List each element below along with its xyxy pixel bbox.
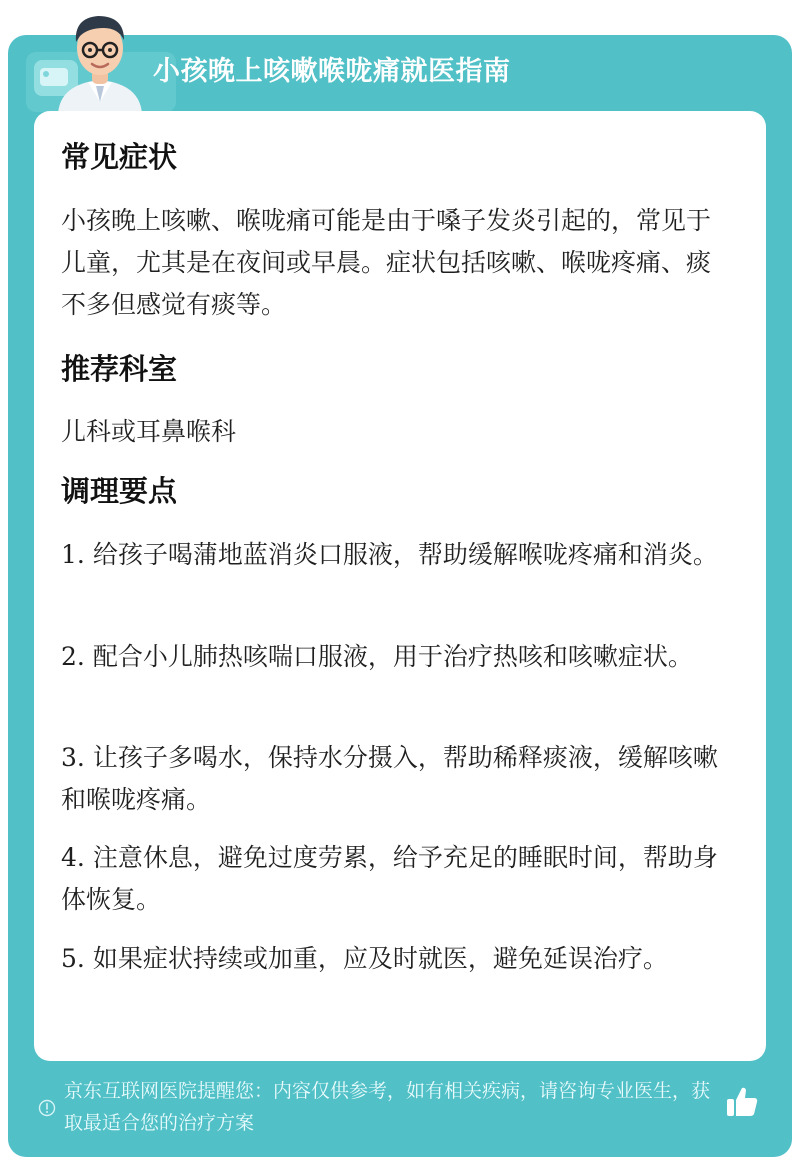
thumbs-up-icon[interactable] bbox=[724, 1084, 760, 1120]
care-item-number: 3. bbox=[61, 743, 85, 772]
care-item-2 bbox=[61, 636, 726, 678]
care-item-text: 配合小儿肺热咳喘口服液，用于治疗热咳和咳嗽症状。 bbox=[92, 642, 693, 671]
care-item-3 bbox=[61, 737, 726, 821]
info-circle-icon bbox=[38, 1099, 56, 1117]
care-item-text: 如果症状持续或加重，应及时就医，避免延误治疗。 bbox=[92, 944, 668, 973]
department-text: 儿科或耳鼻喉科 bbox=[61, 417, 237, 446]
care-item-text: 让孩子多喝水，保持水分摄入，帮助稀释痰液，缓解咳嗽和喉咙疼痛。 bbox=[61, 743, 718, 814]
care-item-5 bbox=[61, 938, 726, 980]
symptoms-heading: 常见症状 bbox=[61, 140, 178, 174]
care-item-number: 4. bbox=[61, 843, 85, 872]
care-item-text: 给孩子喝蒲地蓝消炎口服液，帮助缓解喉咙疼痛和消炎。 bbox=[92, 540, 718, 569]
symptoms-text: 小孩晚上咳嗽、喉咙痛可能是由于嗓子发炎引起的，常见于儿童，尤其是在夜间或早晨。症状包括咳嗽、喉咙疼痛、痰不多但感觉有痰等。 bbox=[61, 206, 712, 319]
care-item-4 bbox=[61, 837, 726, 921]
disclaimer-text: 京东互联网医院提醒您：内容仅供参考，如有相关疾病，请咨询专业医生，获取最适合您的治疗方案 bbox=[64, 1080, 711, 1134]
department-heading: 推荐科室 bbox=[61, 352, 178, 386]
care-item-number: 2. bbox=[61, 642, 85, 671]
care-heading: 调理要点 bbox=[61, 474, 178, 508]
care-item-1 bbox=[61, 534, 726, 576]
care-item-number: 5. bbox=[61, 944, 85, 973]
disclaimer-footer bbox=[38, 1075, 738, 1145]
page-title: 小孩晚上咳嗽喉咙痛就医指南 bbox=[153, 56, 511, 87]
care-item-number: 1. bbox=[61, 540, 85, 569]
doctor-avatar bbox=[52, 6, 148, 114]
care-item-text: 注意休息，避免过度劳累，给予充足的睡眠时间，帮助身体恢复。 bbox=[61, 843, 718, 914]
content-card bbox=[34, 111, 766, 1061]
